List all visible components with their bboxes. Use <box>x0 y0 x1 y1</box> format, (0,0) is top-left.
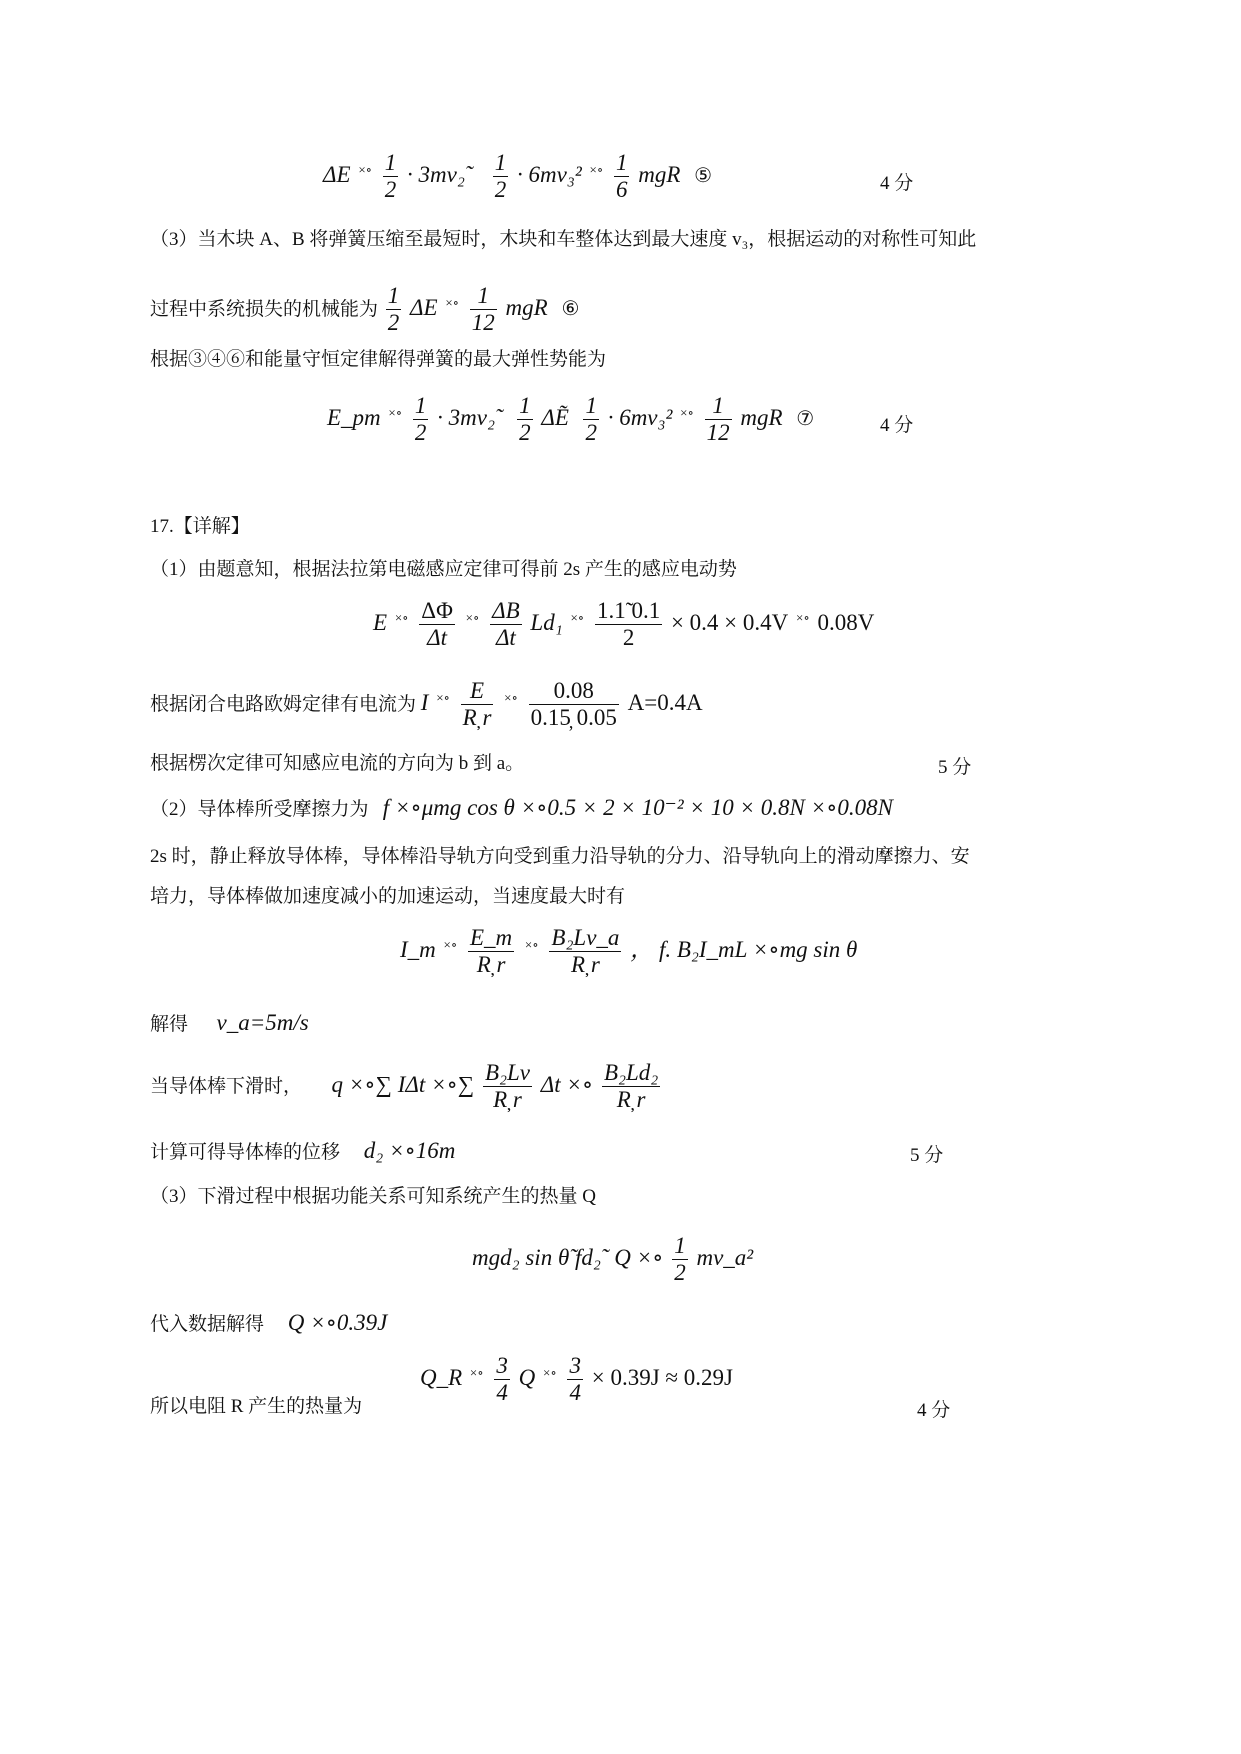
paragraph-with-equation <box>150 1136 455 1166</box>
eq-lhs: E <box>373 610 388 636</box>
eq-lhs: E_pm <box>327 405 381 431</box>
term: Q <box>518 1365 536 1391</box>
paragraph: （1）由题意知，根据法拉第电磁感应定律可得前 2s 产生的感应电动势 <box>150 559 737 580</box>
equation-emf <box>373 598 874 652</box>
paragraph-with-equation <box>150 283 579 337</box>
score-label: 4 分 <box>917 1400 951 1421</box>
paragraph: （3）当木块 A、B 将弹簧压缩至最短时，木块和车整体达到最大速度 v₃，根据运动的对称性可知此 <box>150 229 977 250</box>
equation-delta-e <box>323 150 712 204</box>
equation-energy <box>472 1233 753 1287</box>
paragraph-with-equation <box>150 1060 663 1114</box>
text: （2）导体棒所受摩擦力为 <box>150 799 369 820</box>
term: Δt ×∘ <box>540 1072 594 1098</box>
fraction: $\frac{1}{2}$ <box>519 393 531 446</box>
fraction: $\frac{3}{4}$ <box>569 1353 581 1406</box>
fraction: $\frac{1.1̃ 0.1}{2}$ <box>596 598 661 651</box>
equation-friction: f ×∘μmg cos θ ×∘0.5 × 2 × 10⁻² × 10 × 0.8N ×∘0.08N <box>382 795 893 820</box>
fraction: $\frac{\text{B₂Lv}}{R̦ r}$ <box>484 1060 530 1113</box>
term: q ×∘∑ IΔt ×∘∑ <box>331 1072 475 1098</box>
fraction: $\frac{\text{B₂Ld₂}}{R̦ r}$ <box>603 1060 659 1113</box>
equation-displacement: d₂ ×∘16m <box>363 1138 456 1163</box>
eq-lhs: Q_R <box>420 1365 463 1391</box>
glyph: ×∘ <box>465 609 480 625</box>
fraction: $\frac{3}{4}$ <box>496 1353 508 1406</box>
glyph: ×∘ <box>796 609 810 625</box>
paragraph-with-equation <box>150 793 893 823</box>
text: 根据闭合电路欧姆定律有电流为 <box>150 694 417 716</box>
term: ， f. B₂I_mL ×∘mg sin θ <box>630 937 858 963</box>
term: mgR <box>505 295 548 321</box>
score-label: 5 分 <box>910 1145 944 1166</box>
paragraph: 培力，导体棒做加速度减小的加速运动，当速度最大时有 <box>150 886 626 907</box>
equation-number: ⑦ <box>796 408 815 431</box>
glyph: ×∘ <box>358 161 373 177</box>
fraction: $\frac{1}{2}$ <box>384 150 397 203</box>
equation-number: ⑤ <box>694 165 713 188</box>
paragraph: 根据③④⑥和能量守恒定律解得弹簧的最大弹性势能为 <box>150 349 607 370</box>
paragraph: 根据楞次定律可知感应电流的方向为 b 到 a。 <box>150 753 525 774</box>
equation-heat: Q ×∘0.39J <box>287 1310 388 1335</box>
term: mgR <box>740 405 783 431</box>
glyph: ×∘ <box>570 609 585 625</box>
term: mv_a² <box>696 1245 754 1271</box>
glyph: ×∘ <box>445 294 460 310</box>
fraction: $\frac{0.08}{0.15̦ 0.05}$ <box>530 678 617 731</box>
glyph: ×∘ <box>394 609 409 625</box>
term: 0.08V <box>817 610 875 636</box>
fraction: $\frac{E\_m}{R̦ r}$ <box>470 925 513 978</box>
text: 过程中系统损失的机械能为 <box>150 299 379 321</box>
glyph: ×∘ <box>589 161 604 177</box>
equation-current-max: I_m ×∘ $\frac{E\_m}{R̦ r}$ ×∘ $\frac{\text{B₂Lv\_a}}{R̦ r}$ ， f. B₂I_mL ×∘mg sin θ <box>400 925 858 978</box>
paragraph: 2s 时，静止释放导体棒，导体棒沿导轨方向受到重力沿导轨的分力、沿导轨向上的滑动摩擦力、安 <box>150 846 970 867</box>
paragraph-with-equation <box>150 1308 387 1338</box>
fraction: $\frac{\text{B₂Lv\_a}}{R̦ r}$ <box>551 925 620 978</box>
fraction: $\frac{\Delta\Phi}{\Delta t}$ <box>421 598 453 651</box>
term: · 3mv₂˜ <box>407 162 473 188</box>
fraction: $\frac{\Delta B}{\Delta t}$ <box>492 598 520 651</box>
fraction: $\frac{1}{2}$ <box>387 283 400 336</box>
text: 代入数据解得 <box>150 1314 265 1335</box>
paragraph-with-equation: 根据闭合电路欧姆定律有电流为 I ×∘ $\frac{E}{R̦ r}$ ×∘ $\frac{0.08}{0.15̦ 0.05}$ A=0.4A <box>150 678 703 731</box>
term: · 6mv₃² <box>607 405 673 431</box>
score-label: 5 分 <box>938 757 972 778</box>
fraction: $\frac{1}{2}$ <box>414 393 427 446</box>
fraction: $\frac{1}{2}$ <box>494 150 507 203</box>
paragraph: （3）下滑过程中根据功能关系可知系统产生的热量 Q <box>150 1186 596 1207</box>
glyph: ×∘ <box>388 404 403 420</box>
equation-heat-resistor: Q_R ×∘ $\frac{3}{4}$ Q ×∘ $\frac{3}{4}$ × 0.39J ≈ 0.29J <box>420 1353 733 1406</box>
equation-velocity: v_a=5m/s <box>216 1010 309 1035</box>
eq-lhs: ΔE <box>323 162 351 188</box>
fraction: $\frac{1}{6}$ <box>615 150 628 203</box>
term: mgR <box>638 162 681 188</box>
equation-epm <box>327 393 814 447</box>
eq-lhs: I_m <box>400 937 436 963</box>
paragraph-with-equation <box>150 1008 309 1038</box>
glyph: ×∘ <box>680 404 694 420</box>
term: mgd₂ sin θ̃ fd₂˜ Q ×∘ <box>472 1245 664 1271</box>
fraction: $\frac{E}{R̦ r}$ <box>462 678 492 731</box>
score-label: 4 分 <box>880 173 914 194</box>
equation-number: ⑥ <box>561 298 580 321</box>
eq-lhs: I <box>420 690 429 716</box>
term: · 3mv₂˜ <box>437 405 503 431</box>
term: × 0.39J ≈ 0.29J <box>591 1365 733 1391</box>
term: ΔẼ <box>541 405 569 431</box>
term: A=0.4A <box>627 690 703 716</box>
paragraph: 所以电阻 R 产生的热量为 <box>150 1396 363 1417</box>
fraction: $\frac{1}{2}$ <box>585 393 597 446</box>
term: · 6mv₃² <box>517 162 582 188</box>
fraction: $\frac{1}{12}$ <box>471 283 495 336</box>
fraction: $\frac{1}{12}$ <box>706 393 730 446</box>
question-heading: 17.【详解】 <box>150 516 250 537</box>
text: 解得 <box>150 1014 189 1035</box>
term: × 0.4 × 0.4V <box>670 610 789 636</box>
text: 当导体棒下滑时， <box>150 1076 303 1098</box>
term: ΔE <box>410 295 438 321</box>
fraction: $\frac{1}{2}$ <box>674 1233 686 1286</box>
term: Ld₁ <box>530 610 563 636</box>
score-label: 4 分 <box>880 415 914 436</box>
text: 计算可得导体棒的位移 <box>150 1142 341 1163</box>
